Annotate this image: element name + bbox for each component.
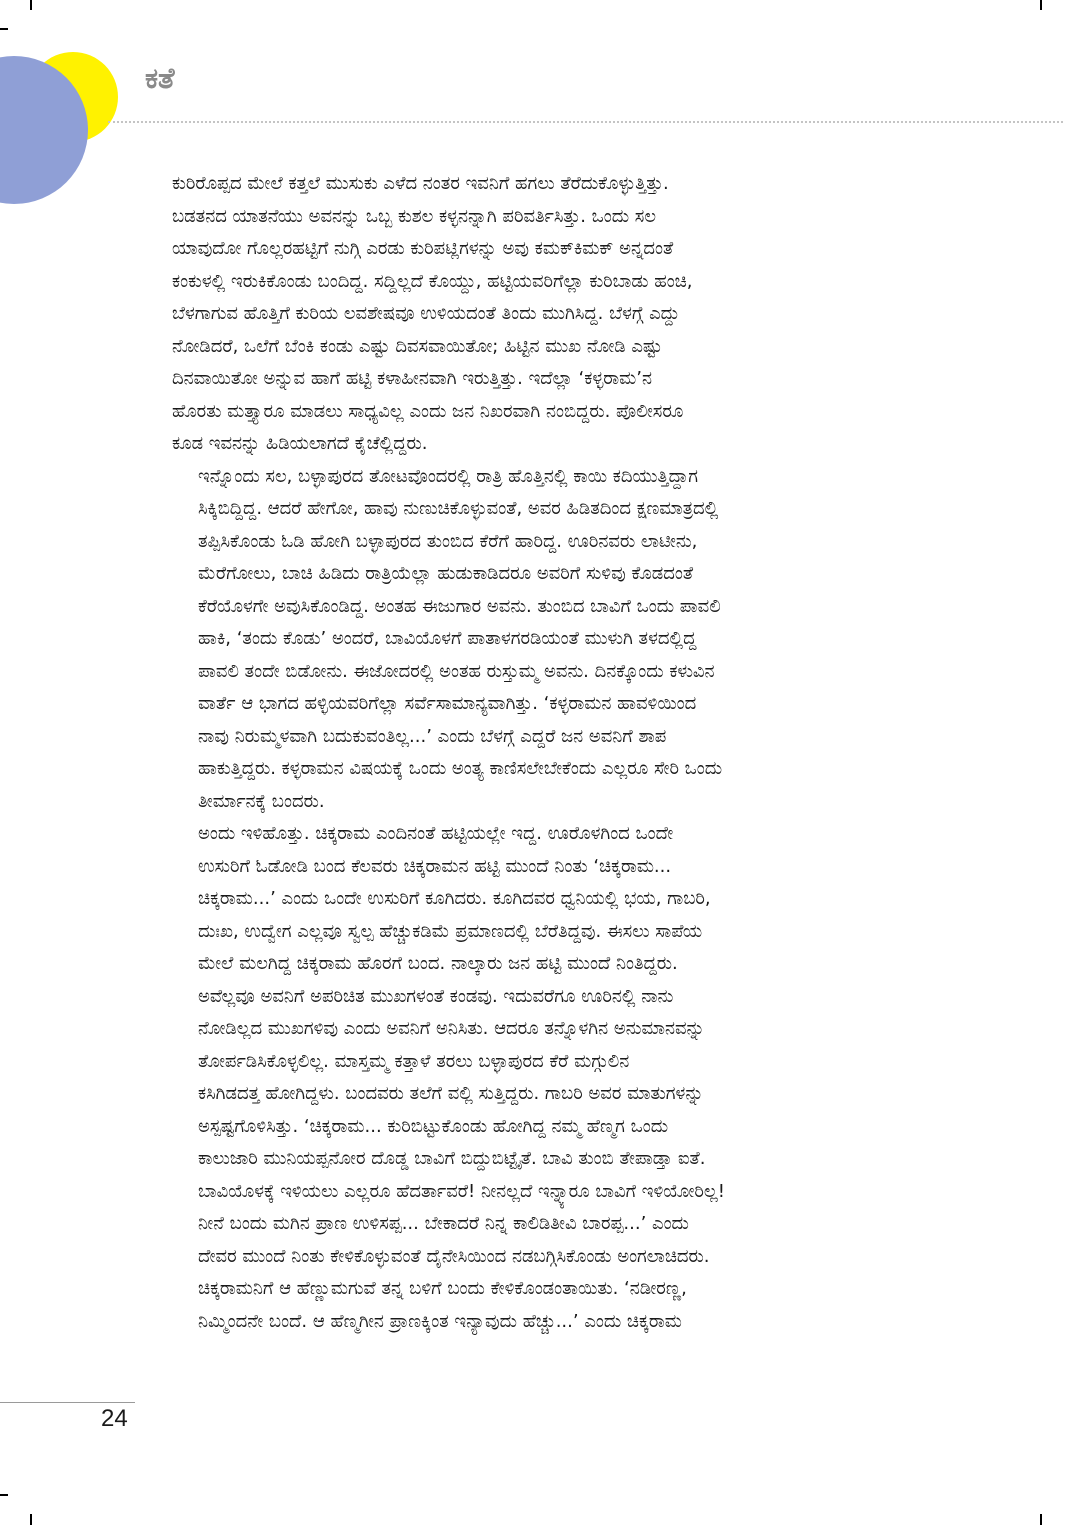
text-line: ಚಿಕ್ಕರಾಮನಿಗೆ ಆ ಹೆಣ್ಣುಮಗುವೆ ತನ್ನ ಬಳಿಗೆ ಬಂದು ಕೇಳಿಕೊಂಡಂತಾಯಿತು. ‘ನಡೀರಣ್ಣ, [198, 1278, 687, 1299]
text-line: ಬಾವಿಯೊಳಕ್ಕೆ ಇಳಿಯಲು ಎಲ್ಲರೂ ಹೆದರ್ತಾವರೆ! ನೀನಲ್ಲದೆ ಇನ್ನ್ಯಾರೂ ಬಾವಿಗೆ ಇಳಿಯೋರಿಲ್ಲ! [198, 1180, 725, 1202]
text-line: ದುಃಖ, ಉದ್ವೇಗ ಎಲ್ಲವೂ ಸ್ವಲ್ಪ ಹೆಚ್ಚುಕಡಿಮೆ ಪ್ರಮಾಣದಲ್ಲಿ ಬೆರೆತಿದ್ದವು. ಈಸಲು ಸಾಪೆಯ [198, 920, 703, 942]
text-line: ತೀರ್ಮಾನಕ್ಕೆ ಬಂದರು. [198, 790, 325, 812]
text-line: ನಾವು ನಿರುಮ್ಮಳವಾಗಿ ಬದುಕುವಂತಿಲ್ಲ...’ ಎಂದು ಬೆಳಗ್ಗೆ ಎದ್ದರೆ ಜನ ಅವನಿಗೆ ಶಾಪ [198, 725, 667, 747]
footer-divider [0, 1402, 135, 1403]
text-line: ಉಸುರಿಗೆ ಓಡೋಡಿ ಬಂದ ಕೆಲವರು ಚಿಕ್ಕರಾಮನ ಹಟ್ಟಿ ಮುಂದೆ ನಿಂತು ‘ಚಿಕ್ಕರಾಮ... [198, 855, 672, 877]
text-line: ಕುರಿರೊಪ್ಪದ ಮೇಲೆ ಕತ್ತಲೆ ಮುಸುಕು ಎಳೆದ ನಂತರ ಇವನಿಗೆ ಹಗಲು ತೆರೆದುಕೊಳ್ಳುತ್ತಿತ್ತು. [172, 173, 669, 194]
text-line: ನಿಮ್ಮಿಂದನೇ ಬಂದೆ. ಆ ಹೆಣ್ಮಗೀನ ಪ್ರಾಣಕ್ಕಿಂತ ಇನ್ಯಾವುದು ಹೆಚ್ಚು...’ ಎಂದು ಚಿಕ್ಕರಾಮ [198, 1310, 682, 1332]
paragraph [172, 818, 947, 1338]
header-divider [108, 121, 1063, 123]
text-line: ಸಿಕ್ಕಿಬಿದ್ದಿದ್ದ. ಆದರೆ ಹೇಗೋ, ಹಾವು ನುಣುಚಿಕೊಳ್ಳುವಂತೆ, ಅವರ ಹಿಡಿತದಿಂದ ಕ್ಷಣಮಾತ್ರದಲ್ಲಿ [198, 498, 719, 519]
text-line: ನೀನೆ ಬಂದು ಮಗಿನ ಪ್ರಾಣ ಉಳಿಸಪ್ಪ... ಬೇಕಾದರೆ ನಿನ್ನ ಕಾಲಿಡಿತೀವಿ ಬಾರಪ್ಪ...’ ಎಂದು [198, 1213, 689, 1234]
text-line: ಕೆರೆಯೊಳಗೇ ಅವುಸಿಕೊಂಡಿದ್ದ. ಅಂತಹ ಈಜುಗಾರ ಅವನು. ತುಂಬಿದ ಬಾವಿಗೆ ಒಂದು ಪಾವಲಿ [198, 595, 721, 617]
text-line: ಮೇಲೆ ಮಲಗಿದ್ದ ಚಿಕ್ಕರಾಮ ಹೊರಗೆ ಬಂದ. ನಾಲ್ಕಾರು ಜನ ಹಟ್ಟಿ ಮುಂದೆ ನಿಂತಿದ್ದರು. [198, 953, 678, 974]
crop-mark [1040, 1514, 1042, 1525]
crop-mark [30, 1514, 32, 1525]
text-line: ಅಂದು ಇಳಿಹೊತ್ತು. ಚಿಕ್ಕರಾಮ ಎಂದಿನಂತೆ ಹಟ್ಟಿಯಲ್ಲೇ ಇದ್ದ. ಊರೊಳಗಿಂದ ಒಂದೇ [198, 823, 674, 844]
text-line: ಕೂಡ ಇವನನ್ನು ಹಿಡಿಯಲಾಗದೆ ಕೈಚೆಲ್ಲಿದ್ದರು. [172, 433, 428, 454]
text-line: ಬಡತನದ ಯಾತನೆಯು ಅವನನ್ನು ಒಬ್ಬ ಕುಶಲ ಕಳ್ಳನನ್ನಾಗಿ ಪರಿವರ್ತಿಸಿತ್ತು. ಒಂದು ಸಲ [172, 205, 657, 227]
text-line: ದೇವರ ಮುಂದೆ ನಿಂತು ಕೇಳಿಕೊಳ್ಳುವಂತೆ ದೈನೇಸಿಯಿಂದ ನಡಬಗ್ಗಿಸಿಕೊಂಡು ಅಂಗಲಾಚಿದರು. [198, 1245, 710, 1267]
text-line: ಕಸಿಗಿಡದತ್ತ ಹೋಗಿದ್ದಳು. ಬಂದವರು ತಲೆಗೆ ವಲ್ಲಿ ಸುತ್ತಿದ್ದರು. ಗಾಬರಿ ಅವರ ಮಾತುಗಳನ್ನು [198, 1083, 704, 1104]
text-line: ನೋಡಿದರೆ, ಒಲೆಗೆ ಬೆಂಕಿ ಕಂಡು ಎಷ್ಟು ದಿವಸವಾಯಿತೋ; ಹಿಟ್ಟಿನ ಮುಖ ನೋಡಿ ಎಷ್ಟು [172, 335, 663, 357]
text-line: ಯಾವುದೋ ಗೊಲ್ಲರಹಟ್ಟಿಗೆ ನುಗ್ಗಿ ಎರಡು ಕುರಿಪಟ್ಲಿಗಳನ್ನು ಅವು ಕಮಕ್‌ಕಿಮಕ್ ಅನ್ನದಂತೆ [172, 238, 674, 259]
text-line: ತೋರ್ಪಡಿಸಿಕೊಳ್ಳಲಿಲ್ಲ. ಮಾಸ್ತಮ್ಮ ಕತ್ತಾಳೆ ತರಲು ಬಳ್ಳಾಪುರದ ಕೆರೆ ಮಗ್ಗುಲಿನ [198, 1050, 630, 1072]
text-line: ನೋಡಿಲ್ಲದ ಮುಖಗಳಿವು ಎಂದು ಅವನಿಗೆ ಅನಿಸಿತು. ಆದರೂ ತನ್ನೊಳಗಿನ ಅನುಮಾನವನ್ನು [198, 1018, 705, 1039]
text-line: ವಾರ್ತೆ ಆ ಭಾಗದ ಹಳ್ಳಿಯವರಿಗೆಲ್ಲಾ ಸರ್ವೆಸಾಮಾನ್ಯವಾಗಿತ್ತು. ‘ಕಳ್ಳರಾಮನ ಹಾವಳಿಯಿಂದ [198, 693, 697, 714]
story-body [172, 168, 947, 1338]
text-line: ಪಾವಲಿ ತಂದೇ ಬಿಡೋನು. ಈಜೋದರಲ್ಲಿ ಅಂತಹ ರುಸ್ತುಮ್ಮ ಅವನು. ದಿನಕ್ಕೊಂದು ಕಳುವಿನ [198, 660, 715, 682]
text-line: ದಿನವಾಯಿತೋ ಅನ್ನುವ ಹಾಗೆ ಹಟ್ಟಿ ಕಳಾಹೀನವಾಗಿ ಇರುತ್ತಿತ್ತು. ಇದೆಲ್ಲಾ ‘ಕಳ್ಳರಾಮ’ನ [172, 368, 652, 389]
section-title: ಕತೆ [145, 61, 175, 95]
text-line: ತಪ್ಪಿಸಿಕೊಂಡು ಓಡಿ ಹೋಗಿ ಬಳ್ಳಾಪುರದ ತುಂಬಿದ ಕೆರೆಗೆ ಹಾರಿದ್ದ. ಊರಿನವರು ಲಾಟೀನು, [198, 530, 698, 552]
crop-mark [30, 0, 32, 10]
text-line: ಇನ್ನೊಂದು ಸಲ, ಬಳ್ಳಾಪುರದ ತೋಟವೊಂದರಲ್ಲಿ ರಾತ್ರಿ ಹೊತ್ತಿನಲ್ಲಿ ಕಾಯಿ ಕದಿಯುತ್ತಿದ್ದಾಗ [198, 465, 698, 487]
text-line: ಮೆರೆಗೋಲು, ಬಾಚಿ ಹಿಡಿದು ರಾತ್ರಿಯೆಲ್ಲಾ ಹುಡುಕಾಡಿದರೂ ಅವರಿಗೆ ಸುಳಿವು ಕೊಡದಂತೆ [198, 563, 694, 584]
page-number: 24 [101, 1405, 128, 1432]
text-line: ಬೆಳಗಾಗುವ ಹೊತ್ತಿಗೆ ಕುರಿಯ ಲವಶೇಷವೂ ಉಳಿಯದಂತೆ ತಿಂದು ಮುಗಿಸಿದ್ದ. ಬೆಳಗ್ಗೆ ಎದ್ದು [172, 303, 680, 324]
crop-mark [1040, 0, 1042, 10]
text-line: ಅವೆಲ್ಲವೂ ಅವನಿಗೆ ಅಪರಿಚಿತ ಮುಖಗಳಂತೆ ಕಂಡವು. ಇದುವರೆಗೂ ಊರಿನಲ್ಲಿ ನಾನು [198, 985, 674, 1007]
crop-mark [0, 28, 8, 30]
crop-mark [0, 1494, 8, 1496]
text-line: ಕಂಕುಳಲ್ಲಿ ಇರುಕಿಕೊಂಡು ಬಂದಿದ್ದ. ಸದ್ದಿಲ್ಲದೆ ಕೊಯ್ದು, ಹಟ್ಟಿಯವರಿಗೆಲ್ಲಾ ಕುರಿಬಾಡು ಹಂಚಿ, [172, 270, 693, 292]
text-line: ಅಸ್ಪಷ್ಟಗೊಳಿಸಿತ್ತು. ‘ಚಿಕ್ಕರಾಮ... ಕುರಿಬಿಟ್ಟುಕೊಂಡು ಹೋಗಿದ್ದ ನಮ್ಮ ಹೆಣ್ಮಗ ಒಂದು [198, 1115, 669, 1137]
paragraph [172, 168, 947, 461]
text-line: ಕಾಲುಜಾರಿ ಮುನಿಯಪ್ಪನೋರ ದೊಡ್ಡ ಬಾವಿಗೆ ಬಿದ್ದುಬಿಟ್ಟೈತೆ. ಬಾವಿ ತುಂಬಿ ತೇಪಾಡ್ತಾ ಐತೆ. [198, 1148, 706, 1169]
text-line: ಹಾಕಿ, ‘ತಂದು ಕೊಡು’ ಅಂದರೆ, ಬಾವಿಯೊಳಗೆ ಪಾತಾಳಗರಡಿಯಂತೆ ಮುಳುಗಿ ತಳದಲ್ಲಿದ್ದ [198, 628, 697, 649]
text-line: ಚಿಕ್ಕರಾಮ...’ ಎಂದು ಒಂದೇ ಉಸುರಿಗೆ ಕೂಗಿದರು. ಕೂಗಿದವರ ಧ್ವನಿಯಲ್ಲಿ ಭಯ, ಗಾಬರಿ, [198, 888, 711, 909]
text-line: ಹೊರತು ಮತ್ತ್ಯಾರೂ ಮಾಡಲು ಸಾಧ್ಯವಿಲ್ಲ ಎಂದು ಜನ ನಿಖರವಾಗಿ ನಂಬಿದ್ದರು. ಪೊಲೀಸರೂ [172, 400, 684, 422]
paragraph [172, 461, 947, 819]
text-line: ಹಾಕುತ್ತಿದ್ದರು. ಕಳ್ಳರಾಮನ ವಿಷಯಕ್ಕೆ ಒಂದು ಅಂತ್ಯ ಕಾಣಿಸಲೇಬೇಕೆಂದು ಎಲ್ಲರೂ ಸೇರಿ ಒಂದು [198, 758, 723, 779]
